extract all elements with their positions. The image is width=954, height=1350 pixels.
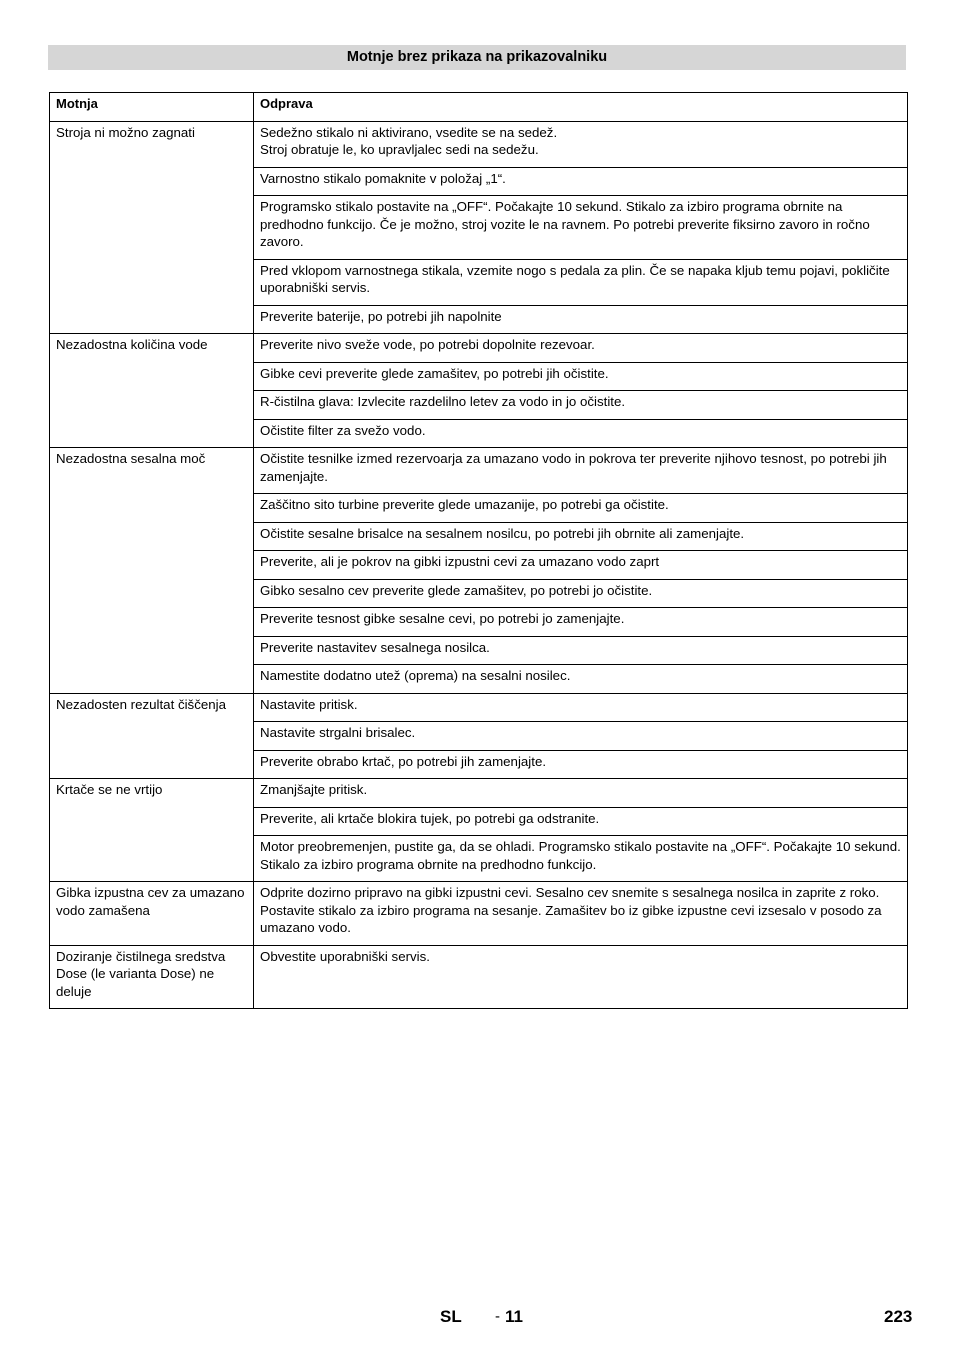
fault-cell: Doziranje čistilnega sredstva Dose (le varianta Dose) ne deluje: [50, 945, 254, 1009]
footer-language: SL: [440, 1307, 462, 1326]
remedy-cell: Zmanjšajte pritisk.: [254, 779, 908, 808]
remedy-cell: Gibko sesalno cev preverite glede zamašitev, po potrebi jo očistite.: [254, 579, 908, 608]
remedy-cell: Pred vklopom varnostnega stikala, vzemite nogo s pedala za plin. Če se napaka kljub temu pojavi, pokličite uporabniški servis.: [254, 259, 908, 305]
footer-page-number: 223: [884, 1307, 913, 1326]
column-header-remedy: Odprava: [254, 93, 908, 122]
remedy-cell: Zaščitno sito turbine preverite glede umazanije, po potrebi ga očistite.: [254, 494, 908, 523]
fault-cell: Nezadostna količina vode: [50, 334, 254, 448]
remedy-cell: Nastavite strgalni brisalec.: [254, 722, 908, 751]
remedy-cell: Sedežno stikalo ni aktivirano, vsedite se na sedež. Stroj obratuje le, ko upravljalec sedi na sedežu.: [254, 121, 908, 167]
fault-cell: Stroja ni možno zagnati: [50, 121, 254, 334]
fault-cell: Krtače se ne vrtijo: [50, 779, 254, 882]
remedy-cell: Nastavite pritisk.: [254, 693, 908, 722]
remedy-cell: Obvestite uporabniški servis.: [254, 945, 908, 1009]
troubleshooting-table: [49, 92, 908, 1009]
remedy-cell: Varnostno stikalo pomaknite v položaj „1“.: [254, 167, 908, 196]
remedy-cell: Očistite tesnilke izmed rezervoarja za umazano vodo in pokrova ter preverite njihovo tesnost, po potrebi jih zamenjajte.: [254, 448, 908, 494]
footer-section-page: 11: [505, 1307, 523, 1326]
table-header-row: [50, 93, 908, 122]
remedy-cell: Preverite baterije, po potrebi jih napolnite: [254, 305, 908, 334]
table-row: [50, 945, 908, 1009]
table-row: [50, 121, 908, 167]
table-row: [50, 882, 908, 946]
table-row: [50, 448, 908, 494]
remedy-cell: Preverite tesnost gibke sesalne cevi, po potrebi jo zamenjajte.: [254, 608, 908, 637]
fault-cell: Gibka izpustna cev za umazano vodo zamašena: [50, 882, 254, 946]
table-row: [50, 779, 908, 808]
table-row: [50, 334, 908, 363]
remedy-cell: Gibke cevi preverite glede zamašitev, po potrebi jih očistite.: [254, 362, 908, 391]
fault-cell: Nezadosten rezultat čiščenja: [50, 693, 254, 779]
column-header-fault: Motnja: [50, 93, 254, 122]
remedy-cell: Očistite sesalne brisalce na sesalnem nosilcu, po potrebi jih obrnite ali zamenjajte.: [254, 522, 908, 551]
remedy-cell: Očistite filter za svežo vodo.: [254, 419, 908, 448]
remedy-cell: Preverite, ali je pokrov na gibki izpustni cevi za umazano vodo zaprt: [254, 551, 908, 580]
remedy-cell: Preverite nivo sveže vode, po potrebi dopolnite rezevoar.: [254, 334, 908, 363]
footer-dash: -: [495, 1308, 500, 1325]
table-body: [50, 121, 908, 1009]
remedy-cell: Preverite obrabo krtač, po potrebi jih zamenjajte.: [254, 750, 908, 779]
remedy-cell: Programsko stikalo postavite na „OFF“. Počakajte 10 sekund. Stikalo za izbiro programa obrnite na predhodno funkcijo. Če je možno, stroj vozite le na ravnem. Po potrebi preverite fiksirno zavoro in ročno zavoro.: [254, 196, 908, 260]
remedy-cell: R-čistilna glava: Izvlecite razdelilno letev za vodo in jo očistite.: [254, 391, 908, 420]
remedy-cell: Motor preobremenjen, pustite ga, da se ohladi. Programsko stikalo postavite na „OFF“. Počakajte 10 sekund. Stikalo za izbiro programa obrnite na predhodno funkcijo.: [254, 836, 908, 882]
section-title: Motnje brez prikaza na prikazovalniku: [48, 45, 906, 70]
fault-cell: Nezadostna sesalna moč: [50, 448, 254, 694]
table-row: [50, 693, 908, 722]
remedy-cell: Namestite dodatno utež (oprema) na sesalni nosilec.: [254, 665, 908, 694]
remedy-cell: Odprite dozirno pripravo na gibki izpustni cevi. Sesalno cev snemite s sesalnega nosilca in zaprite z roko. Postavite stikalo za izbiro programa na sesanje. Zamašitev bo iz gibke izpustne cevi izsesalo v posodo za umazano vodo.: [254, 882, 908, 946]
remedy-cell: Preverite, ali krtače blokira tujek, po potrebi ga odstranite.: [254, 807, 908, 836]
remedy-cell: Preverite nastavitev sesalnega nosilca.: [254, 636, 908, 665]
